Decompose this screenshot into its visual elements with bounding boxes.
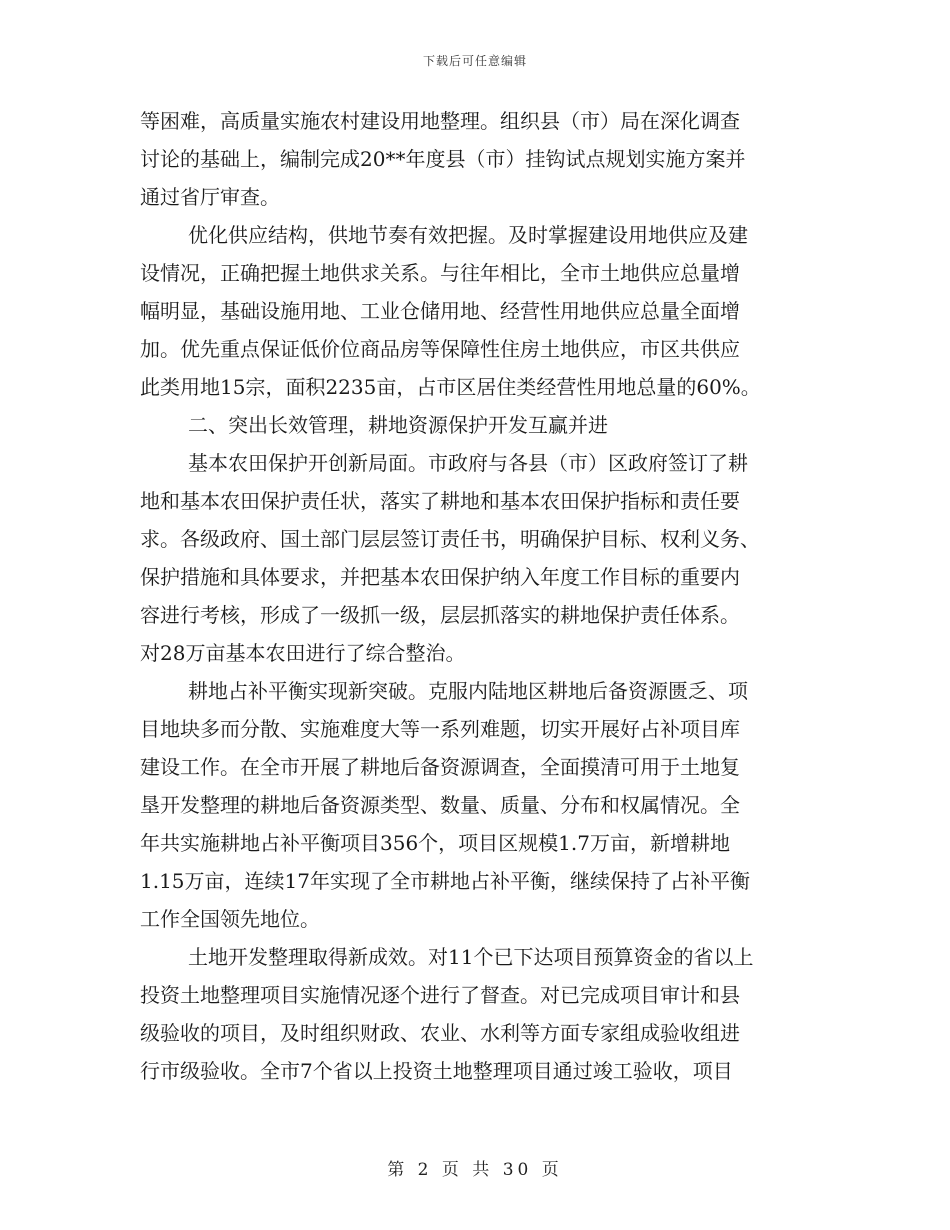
text-line: 土地开发整理取得新成效。对11个已下达项目预算资金的省以上 xyxy=(188,945,754,969)
text-line: 级验收的项目，及时组织财政、农业、水利等方面专家组成验收组进 xyxy=(140,1021,740,1045)
text-line: 基本农田保护开创新局面。市政府与各县（市）区政府签订了耕 xyxy=(188,451,748,475)
text-line: 行市级验收。全市7个省以上投资土地整理项目通过竣工验收，项目 xyxy=(140,1059,733,1083)
text-line: 耕地占补平衡实现新突破。克服内陆地区耕地后备资源匮乏、项 xyxy=(188,679,748,703)
text-line: 目地块多而分散、实施难度大等一系列难题，切实开展好占补项目库 xyxy=(140,717,740,741)
text-line: 设情况，正确把握土地供求关系。与往年相比，全市土地供应总量增 xyxy=(140,261,740,285)
text-line: 二、突出长效管理，耕地资源保护开发互赢并进 xyxy=(188,413,608,437)
text-line: 幅明显，基础设施用地、工业仓储用地、经营性用地供应总量全面增 xyxy=(140,299,740,323)
text-line: 求。各级政府、国土部门层层签订责任书，明确保护目标、权利义务、 xyxy=(140,527,760,551)
text-line: 等困难，高质量实施农村建设用地整理。组织县（市）局在深化调查 xyxy=(140,109,740,133)
page-header-note: 下载后可任意编辑 xyxy=(422,54,527,68)
document-body xyxy=(140,102,810,1090)
page-number-footer: 第 2 页 共 30 页 xyxy=(387,1160,563,1180)
text-line: 1.15万亩，连续17年实现了全市耕地占补平衡，继续保持了占补平衡 xyxy=(140,869,750,893)
text-line: 投资土地整理项目实施情况逐个进行了督查。对已完成项目审计和县 xyxy=(140,983,740,1007)
text-line: 保护措施和具体要求，并把基本农田保护纳入年度工作目标的重要内 xyxy=(140,565,740,589)
text-line: 此类用地15宗，面积2235亩，占市区居住类经营性用地总量的60%。 xyxy=(140,375,761,399)
text-line: 垦开发整理的耕地后备资源类型、数量、质量、分布和权属情况。全 xyxy=(140,793,740,817)
text-line: 地和基本农田保护责任状，落实了耕地和基本农田保护指标和责任要 xyxy=(140,489,740,513)
text-line: 容进行考核，形成了一级抓一级，层层抓落实的耕地保护责任体系。 xyxy=(140,603,740,627)
text-line: 加。优先重点保证低价位商品房等保障性住房土地供应，市区共供应 xyxy=(140,337,740,361)
text-line: 讨论的基础上，编制完成20**年度县（市）挂钩试点规划实施方案并 xyxy=(140,147,746,171)
text-line: 工作全国领先地位。 xyxy=(140,907,320,931)
text-line: 通过省厅审查。 xyxy=(140,185,280,209)
text-line: 对28万亩基本农田进行了综合整治。 xyxy=(140,641,466,665)
text-line: 年共实施耕地占补平衡项目356个，项目区规模1.7万亩，新增耕地 xyxy=(140,831,730,855)
text-line: 建设工作。在全市开展了耕地后备资源调查，全面摸清可用于土地复 xyxy=(140,755,740,779)
text-line: 优化供应结构，供地节奏有效把握。及时掌握建设用地供应及建 xyxy=(188,223,748,247)
